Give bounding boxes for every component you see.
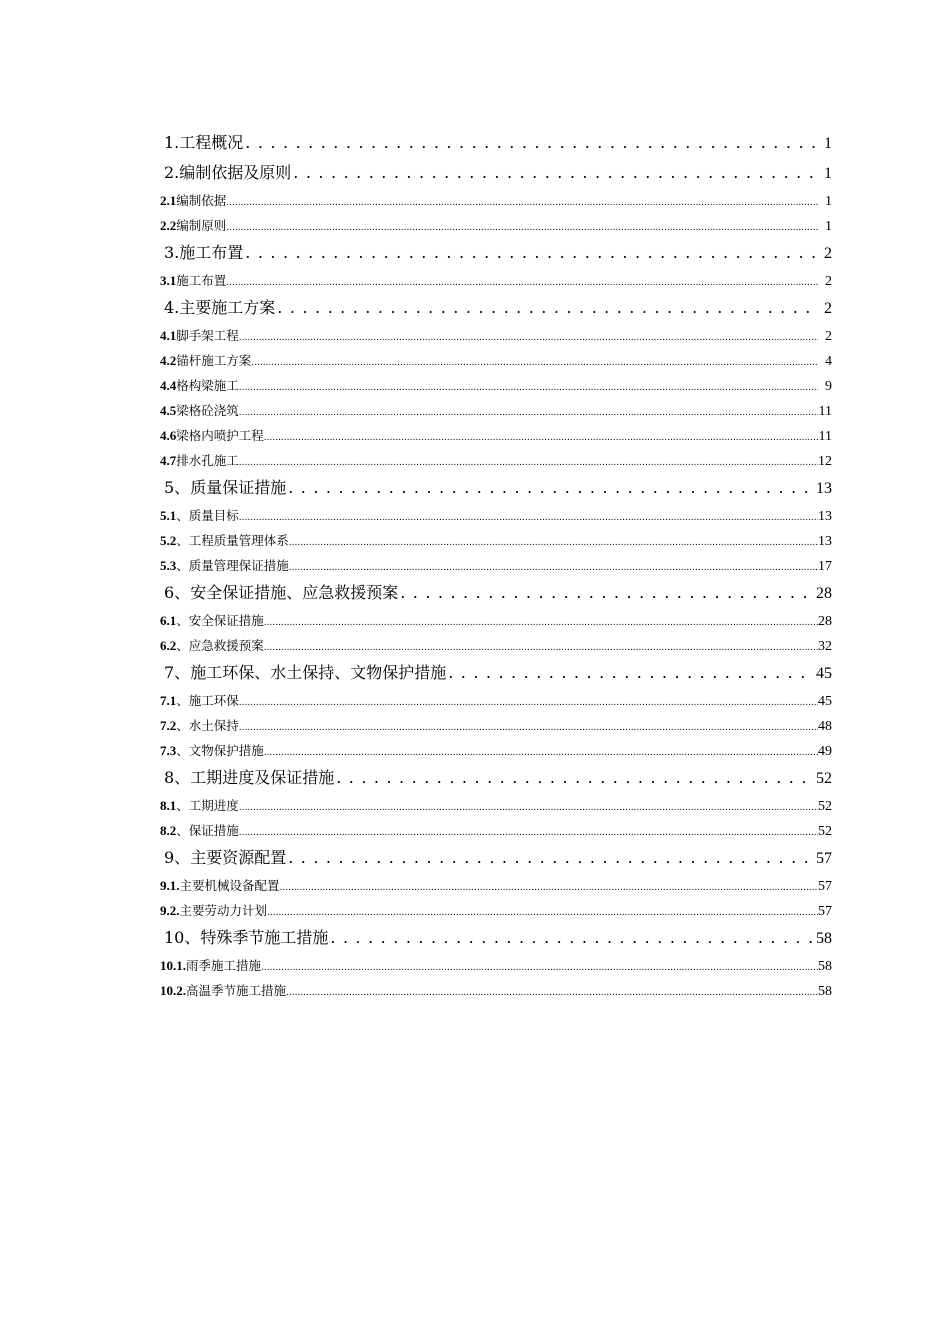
toc-entry-number: 4. [164,298,180,317]
toc-dot-leader [286,981,818,1003]
toc-page-number: 52 [818,799,832,814]
toc-entry-title: 脚手架工程 [176,328,239,343]
toc-section-link[interactable] [160,323,832,348]
toc-entry-number: 9、 [164,848,191,867]
toc-entry-title: 主要机械设备配置 [179,878,280,893]
toc-page-number: 1 [825,194,832,209]
toc-page-number: 57 [818,904,832,919]
toc-entry-number: 4.4 [160,378,177,393]
toc-entry-number: 9.1. [160,878,180,893]
toc-page-number: 58 [818,959,832,974]
toc-entry-title: 施工环保、水土保持、文物保护措施 [190,663,447,682]
toc-section-link[interactable] [160,978,832,1003]
toc-page-number: 52 [818,824,832,839]
table-of-contents [160,128,832,1003]
toc-dot-leader [448,658,814,688]
toc-section-link[interactable] [160,528,832,553]
toc-section-link[interactable] [160,818,832,843]
toc-dot-leader [288,473,814,503]
toc-section-link[interactable] [160,448,832,473]
toc-chapter-link[interactable] [160,238,832,268]
toc-page-number: 17 [818,559,832,574]
toc-page-number: 2 [824,300,832,317]
toc-entry-title: 编制依据及原则 [179,163,292,182]
toc-chapter-link[interactable] [160,658,832,688]
toc-chapter-link[interactable] [160,843,832,873]
toc-chapter-link[interactable] [160,128,832,158]
toc-section-link[interactable] [160,188,832,213]
toc-page-number: 28 [816,585,832,602]
toc-entry-title: 施工布置 [179,243,244,262]
toc-chapter-link[interactable] [160,763,832,793]
toc-entry-title: 、保证措施 [176,823,239,838]
toc-dot-leader [245,128,816,158]
toc-entry-number: 4.5 [160,403,177,418]
toc-page-number: 49 [818,744,832,759]
toc-section-link[interactable] [160,213,832,238]
toc-entry-title: 编制原则 [176,218,227,233]
toc-section-link[interactable] [160,348,832,373]
toc-section-link[interactable] [160,713,832,738]
toc-dot-leader [261,956,818,978]
toc-dot-leader [336,763,814,793]
toc-entry-title: 工程概况 [179,133,244,152]
toc-section-link[interactable] [160,793,832,818]
toc-page-number: 9 [825,379,832,394]
toc-section-link[interactable] [160,633,832,658]
toc-entry-number: 7.3 [160,743,177,758]
toc-dot-leader [289,556,818,578]
toc-entry-title: 主要劳动力计划 [179,903,268,918]
toc-entry-number: 10.1. [160,958,186,973]
toc-page-number: 2 [825,329,832,344]
toc-entry-number: 8.2 [160,823,177,838]
toc-page-number: 1 [824,165,832,182]
toc-entry-number: 7、 [164,663,191,682]
toc-entry-title: 质量保证措施 [190,478,287,497]
toc-entry-title: 编制依据 [176,193,227,208]
toc-dot-leader [239,821,818,843]
toc-entry-number: 7.2 [160,718,177,733]
toc-chapter-link[interactable] [160,923,832,953]
toc-chapter-link[interactable] [160,473,832,503]
toc-page-number: 4 [825,354,832,369]
toc-entry-number: 2.2 [160,218,177,233]
toc-page-number: 28 [818,614,832,629]
toc-entry-title: 高温季节施工措施 [186,983,287,998]
toc-section-link[interactable] [160,953,832,978]
toc-entry-title: 、质量管理保证措施 [176,558,289,573]
toc-entry-number: 1. [164,133,180,152]
toc-dot-leader [239,376,818,398]
toc-entry-number: 4.7 [160,453,177,468]
toc-dot-leader [264,426,818,448]
toc-entry-number: 3. [164,243,180,262]
toc-entry-number: 2.1 [160,193,177,208]
toc-entry-number: 5.2 [160,533,177,548]
toc-entry-number: 6.2 [160,638,177,653]
toc-page-number: 12 [818,454,832,469]
toc-entry-title: 格构梁施工 [176,378,239,393]
toc-dot-leader [280,876,818,898]
toc-entry-number: 8、 [164,768,191,787]
toc-entry-title: 、水土保持 [176,718,239,733]
toc-section-link[interactable] [160,398,832,423]
toc-entry-title: 工期进度及保证措施 [190,768,335,787]
toc-page-number: 58 [818,984,832,999]
toc-dot-leader [239,451,818,473]
toc-section-link[interactable] [160,608,832,633]
toc-chapter-link[interactable] [160,293,832,323]
toc-section-link[interactable] [160,373,832,398]
toc-entry-number: 4.2 [160,353,177,368]
toc-dot-leader [293,158,816,188]
toc-dot-leader [264,636,818,658]
toc-dot-leader [226,216,818,238]
toc-entry-title: 、应急救援预案 [176,638,264,653]
toc-entry-title: 主要资源配置 [190,848,287,867]
toc-page-number: 57 [818,879,832,894]
toc-page-number: 11 [818,404,832,419]
toc-entry-title: 、文物保护措施 [176,743,264,758]
toc-page-number: 11 [818,429,832,444]
toc-entry-title: 、安全保证措施 [176,613,264,628]
toc-entry-title: 梁格砼浇筑 [176,403,239,418]
toc-section-link[interactable] [160,553,832,578]
toc-page-number: 45 [818,694,832,709]
toc-page-number: 57 [816,850,832,867]
toc-entry-title: 特殊季节施工措施 [200,928,329,947]
toc-dot-leader [289,531,818,553]
toc-entry-title: 、质量目标 [176,508,239,523]
toc-dot-leader [277,293,816,323]
toc-dot-leader [239,691,818,713]
toc-dot-leader [251,351,818,373]
toc-page-number: 13 [818,534,832,549]
toc-chapter-link[interactable] [160,578,832,608]
toc-dot-leader [330,923,814,953]
toc-page-number: 13 [818,509,832,524]
toc-entry-title: 、施工环保 [176,693,239,708]
toc-section-link[interactable] [160,873,832,898]
toc-dot-leader [226,191,818,213]
toc-entry-title: 雨季施工措施 [186,958,262,973]
toc-page-number: 52 [816,770,832,787]
toc-chapter-link[interactable] [160,158,832,188]
toc-entry-number: 5.3 [160,558,177,573]
toc-section-link[interactable] [160,688,832,713]
toc-entry-number: 5.1 [160,508,177,523]
toc-entry-number: 10.2. [160,983,186,998]
toc-entry-number: 4.1 [160,328,177,343]
toc-page-number: 13 [816,480,832,497]
toc-entry-number: 6.1 [160,613,177,628]
toc-entry-title: 锚杆施工方案 [176,353,252,368]
toc-entry-number: 2. [164,163,180,182]
toc-page-number: 2 [825,274,832,289]
toc-entry-number: 7.1 [160,693,177,708]
toc-dot-leader [226,271,818,293]
toc-entry-number: 9.2. [160,903,180,918]
toc-entry-number: 6、 [164,583,191,602]
toc-page-number: 2 [824,245,832,262]
toc-entry-number: 5、 [164,478,191,497]
toc-dot-leader [245,238,816,268]
toc-entry-title: 、工期进度 [176,798,239,813]
toc-entry-title: 安全保证措施、应急救援预案 [190,583,399,602]
toc-dot-leader [264,741,818,763]
toc-page-number: 48 [818,719,832,734]
toc-dot-leader [267,901,818,923]
toc-section-link[interactable] [160,423,832,448]
toc-page-number: 45 [816,665,832,682]
toc-dot-leader [288,843,814,873]
toc-page-number: 32 [818,639,832,654]
toc-dot-leader [239,716,818,738]
toc-page-number: 1 [824,135,832,152]
toc-section-link[interactable] [160,268,832,293]
toc-entry-title: 、工程质量管理体系 [176,533,289,548]
toc-entry-number: 3.1 [160,273,177,288]
toc-entry-title: 主要施工方案 [179,298,276,317]
toc-entry-title: 施工布置 [176,273,227,288]
toc-dot-leader [239,506,818,528]
toc-section-link[interactable] [160,738,832,763]
toc-page-number: 58 [816,930,832,947]
toc-entry-title: 排水孔施工 [176,453,239,468]
toc-entry-title: 梁格内喷护工程 [176,428,264,443]
toc-dot-leader [239,326,818,348]
toc-dot-leader [400,578,814,608]
toc-dot-leader [264,611,818,633]
toc-entry-number: 10、 [164,928,201,947]
toc-dot-leader [239,796,818,818]
toc-section-link[interactable] [160,898,832,923]
toc-dot-leader [239,401,818,423]
toc-section-link[interactable] [160,503,832,528]
toc-entry-number: 4.6 [160,428,177,443]
toc-entry-number: 8.1 [160,798,177,813]
toc-page-number: 1 [825,219,832,234]
